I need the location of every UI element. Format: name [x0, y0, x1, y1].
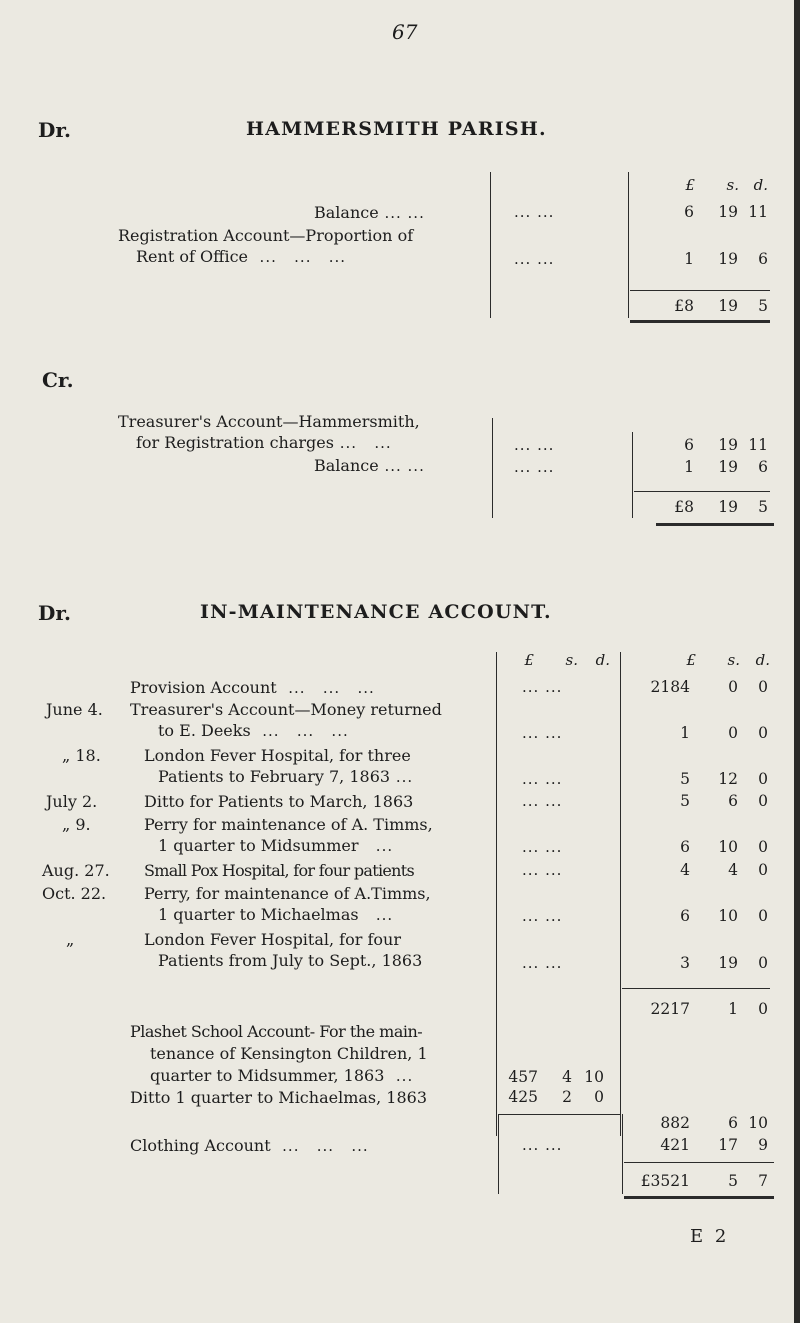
- amount-pounds: 1: [684, 458, 694, 476]
- row-text: Patients to February 7, 1863: [158, 767, 391, 786]
- parish-dr-double-rule: [630, 320, 770, 323]
- row-text: Clothing Account: [130, 1136, 271, 1155]
- parish-shilling-header: s.: [726, 176, 739, 194]
- plashet-line1: Plashet School Account- For the main-: [130, 1022, 423, 1041]
- clothing-pounds: 421: [660, 1136, 690, 1154]
- outer-pence-header: d.: [755, 651, 770, 669]
- parish-cr-label: Cr.: [42, 368, 74, 392]
- parish-cr-row-balance: Balance ... ...: [314, 456, 425, 475]
- plashet-line2: tenance of Kensington Children, 1: [150, 1044, 428, 1063]
- row-text: 1 quarter to Midsummer: [158, 836, 359, 855]
- subtotal-2-rule: [498, 1114, 620, 1115]
- amount-shillings: 19: [718, 954, 738, 972]
- grand-total-double-rule: [624, 1196, 774, 1199]
- plashet-shillings: 4: [562, 1068, 572, 1086]
- dots: ... ...: [514, 203, 555, 221]
- amount-pence: 6: [758, 458, 768, 476]
- clothing-text: Clothing Account ... ... ...: [130, 1136, 369, 1155]
- grand-total-pounds: £3521: [640, 1172, 690, 1190]
- amount-shillings: 4: [728, 861, 738, 879]
- ledger-row-3-date: July 2.: [46, 792, 98, 811]
- ledger-row-1-line2: to E. Deeks ... ... ...: [158, 721, 349, 740]
- parish-dr-label: Dr.: [38, 118, 72, 142]
- parish-title: HAMMERSMITH PARISH.: [246, 118, 547, 140]
- inner-pound-header: £: [524, 651, 534, 669]
- parish-pence-header: d.: [753, 176, 768, 194]
- dots: ... ...: [522, 770, 563, 788]
- amount-pounds: 5: [680, 792, 690, 810]
- ledger-row-6-line1: Perry, for maintenance of A.Timms,: [144, 884, 431, 903]
- ditto-shillings: 2: [562, 1088, 572, 1106]
- dots: ... ...: [522, 724, 563, 742]
- amount-shillings: 19: [718, 436, 738, 454]
- amount-shillings: 0: [728, 724, 738, 742]
- dots: ... ...: [522, 907, 563, 925]
- grand-total-pence: 7: [758, 1172, 768, 1190]
- clothing-shillings: 17: [718, 1136, 738, 1154]
- amount-shillings: 19: [718, 458, 738, 476]
- parish-dr-total-shillings: 19: [718, 297, 738, 315]
- amount-pence: 0: [758, 838, 768, 856]
- ditto-pence: 0: [594, 1088, 604, 1106]
- amount-pounds: 6: [680, 838, 690, 856]
- parish-cr-total-pence: 5: [758, 498, 768, 516]
- ledger-row-3-line1: Ditto for Patients to March, 1863: [144, 792, 414, 811]
- outer-pound-header: £: [686, 651, 696, 669]
- parish-dr-total-pence: 5: [758, 297, 768, 315]
- ditto-text: Ditto 1 quarter to Michaelmas, 1863: [130, 1088, 428, 1107]
- ledger-row-2-date: „ 18.: [62, 746, 101, 765]
- row-text: for Registration charges: [136, 433, 334, 452]
- dots: ... ...: [522, 838, 563, 856]
- parish-cr-rule-2: [632, 432, 633, 518]
- inner-pence-header: d.: [595, 651, 610, 669]
- amount-pounds: 6: [684, 203, 694, 221]
- ledger-row-4-line1: Perry for maintenance of A. Timms,: [144, 815, 433, 834]
- parish-dr-row-registration-2: Rent of Office ... ... ...: [136, 247, 347, 266]
- ledger-row-6-line2: 1 quarter to Michaelmas ...: [158, 905, 394, 924]
- parish-cr-double-rule: [656, 523, 774, 526]
- parish-cr-total-shillings: 19: [718, 498, 738, 516]
- signature-mark: E 2: [690, 1226, 730, 1247]
- parish-dr-total-pounds: £8: [674, 297, 694, 315]
- ledger-row-4-date: „ 9.: [62, 815, 91, 834]
- amount-shillings: 10: [718, 907, 738, 925]
- parish-pound-header: £: [685, 176, 695, 194]
- maintenance-title: IN-MAINTENANCE ACCOUNT.: [200, 601, 552, 623]
- ledger-row-7-date: „: [66, 930, 75, 949]
- amount-pence: 0: [758, 678, 768, 696]
- amount-shillings: 6: [728, 792, 738, 810]
- ledger-row-5-line1: Small Pox Hospital, for four patients: [144, 861, 414, 880]
- amount-pounds: 1: [684, 250, 694, 268]
- amount-shillings: 19: [718, 203, 738, 221]
- amount-pence: 0: [758, 792, 768, 810]
- parish-cr-total-pounds: £8: [674, 498, 694, 516]
- subtotal-2-pence: 10: [748, 1114, 768, 1132]
- ledger-row-1-line1: Treasurer's Account—Money returned: [130, 700, 442, 719]
- dots: ... ...: [522, 792, 563, 810]
- amount-pence: 0: [758, 954, 768, 972]
- amount-pounds: 6: [684, 436, 694, 454]
- ledger-row-6-date: Oct. 22.: [42, 884, 107, 903]
- parish-cr-rule-1: [492, 418, 493, 518]
- plashet-pounds: 457: [508, 1068, 538, 1086]
- amount-pence: 6: [758, 250, 768, 268]
- subtotal-1-pence: 0: [758, 1000, 768, 1018]
- amount-shillings: 10: [718, 838, 738, 856]
- amount-pence: 0: [758, 861, 768, 879]
- subtotal-2-shillings: 6: [728, 1114, 738, 1132]
- amount-pounds: 2184: [650, 678, 690, 696]
- dots: ... ...: [522, 861, 563, 879]
- plashet-pence: 10: [584, 1068, 604, 1086]
- subtotal-2-pounds: 882: [660, 1114, 690, 1132]
- amount-shillings: 12: [718, 770, 738, 788]
- parish-cr-row-treasurer-1: Treasurer's Account—Hammersmith,: [118, 412, 420, 431]
- row-text: 1 quarter to Michaelmas: [158, 905, 359, 924]
- ledger-row-4-line2: 1 quarter to Midsummer ...: [158, 836, 394, 855]
- maintenance-rule-1: [496, 652, 497, 1136]
- subtotal-1-pounds: 2217: [650, 1000, 690, 1018]
- row-text: Provision Account: [130, 678, 277, 697]
- parish-cr-row-treasurer-2: for Registration charges ... ...: [136, 433, 392, 452]
- amount-pounds: 6: [680, 907, 690, 925]
- amount-pounds: 1: [680, 724, 690, 742]
- row-text: Balance: [314, 456, 379, 475]
- page-number: 67: [392, 20, 418, 44]
- inner-shilling-header: s.: [565, 651, 578, 669]
- ditto-pounds: 425: [508, 1088, 538, 1106]
- amount-pence: 0: [758, 724, 768, 742]
- parish-dr-rule-1: [490, 172, 491, 318]
- page-edge: [794, 0, 800, 1323]
- plashet-line3: quarter to Midsummer, 1863 ...: [150, 1066, 414, 1085]
- row-text: Balance: [314, 203, 379, 222]
- parish-dr-row-registration-1: Registration Account—Proportion of: [118, 226, 414, 245]
- clothing-pence: 9: [758, 1136, 768, 1154]
- subtotal-1-rule: [622, 988, 770, 989]
- amount-pence: 11: [748, 203, 768, 221]
- parish-dr-rule-2: [628, 172, 629, 318]
- amount-pounds: 5: [680, 770, 690, 788]
- parish-dr-row-balance: Balance ... ...: [314, 203, 425, 222]
- parish-dr-total-rule: [630, 290, 770, 291]
- amount-shillings: 19: [718, 250, 738, 268]
- amount-pence: 0: [758, 907, 768, 925]
- ledger-row-2-line2: Patients to February 7, 1863 ...: [158, 767, 414, 786]
- grand-total-rule: [624, 1162, 774, 1163]
- dots: ... ...: [514, 436, 555, 454]
- row-text: Rent of Office: [136, 247, 249, 266]
- maintenance-dr-label: Dr.: [38, 601, 72, 625]
- amount-pounds: 3: [680, 954, 690, 972]
- amount-shillings: 0: [728, 678, 738, 696]
- maintenance-rule-2: [620, 652, 621, 1136]
- ledger-row-2-line1: London Fever Hospital, for three: [144, 746, 411, 765]
- ledger-row-0-text: Provision Account ... ... ...: [130, 678, 375, 697]
- dots: ... ...: [522, 1136, 563, 1154]
- row-text: quarter to Midsummer, 1863: [150, 1066, 385, 1085]
- ledger-row-5-date: Aug. 27.: [42, 861, 110, 880]
- amount-pounds: 4: [680, 861, 690, 879]
- dots: ... ...: [514, 458, 555, 476]
- maintenance-rule-lower-1: [498, 1114, 499, 1194]
- amount-pence: 0: [758, 770, 768, 788]
- ledger-row-7-line1: London Fever Hospital, for four: [144, 930, 401, 949]
- dots: ... ...: [522, 678, 563, 696]
- row-text: to E. Deeks: [158, 721, 251, 740]
- amount-pence: 11: [748, 436, 768, 454]
- ledger-row-1-date: June 4.: [46, 700, 103, 719]
- grand-total-shillings: 5: [728, 1172, 738, 1190]
- parish-cr-total-rule: [634, 491, 770, 492]
- subtotal-1-shillings: 1: [728, 1000, 738, 1018]
- dots: ... ...: [522, 954, 563, 972]
- dots: ... ...: [514, 250, 555, 268]
- outer-shilling-header: s.: [727, 651, 740, 669]
- ledger-row-7-line2: Patients from July to Sept., 1863: [158, 951, 423, 970]
